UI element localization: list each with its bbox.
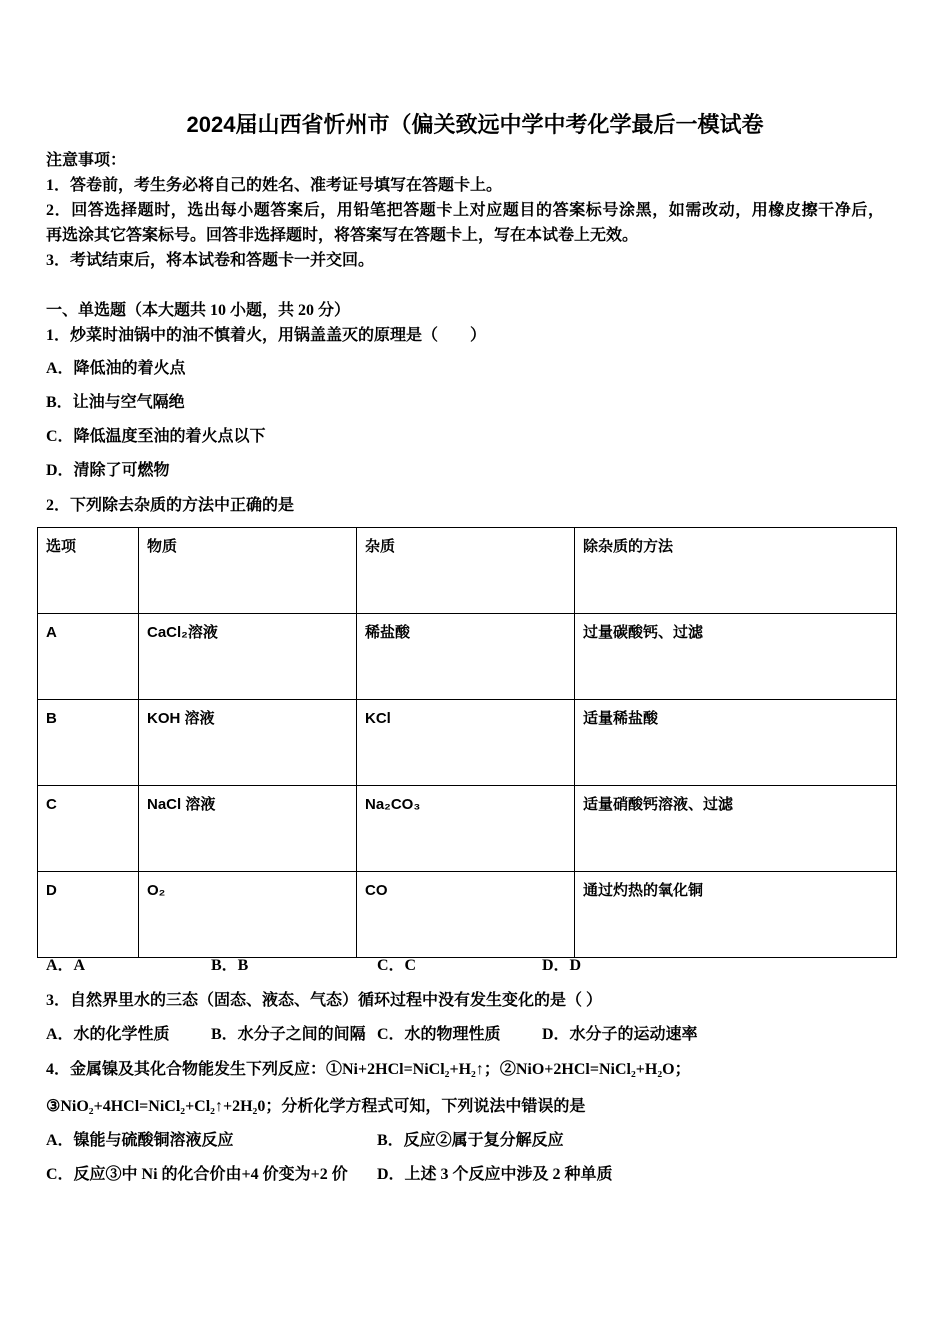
question-2-option-d: D．D (542, 957, 582, 974)
question-4-option-d: D．上述 3 个反应中涉及 2 种单质 (377, 1166, 613, 1183)
table-cell: KOH 溶液 (139, 700, 357, 786)
exam-title: 2024届山西省忻州市（偏关致远中学中考化学最后一模试卷 (186, 112, 764, 137)
table-row (38, 786, 897, 872)
table-row (38, 614, 897, 700)
question-4-stem-line: ③NiO₂+4HCl=NiCl₂+Cl₂↑+2H₂0；分析化学方程式可知，下列说法中错误的是 (46, 1098, 586, 1115)
question-2-stem: 2．下列除去杂质的方法中正确的是 (46, 497, 295, 514)
table-header-cell: 选项 (38, 528, 139, 614)
table-header-cell: 杂质 (357, 528, 575, 614)
notice-heading: 注意事项： (46, 152, 127, 169)
table-cell: KCl (357, 700, 575, 786)
table-cell: 过量碳酸钙、过滤 (575, 614, 897, 700)
table-cell: 稀盐酸 (357, 614, 575, 700)
question-3-option-d: D．水分子的运动速率 (542, 1026, 698, 1043)
table-cell: O₂ (139, 872, 357, 958)
question-3-option-b: B．水分子之间的间隔 (211, 1026, 366, 1043)
table-header-cell: 物质 (139, 528, 357, 614)
table-row (38, 700, 897, 786)
question-3-option-c: C．水的物理性质 (377, 1026, 501, 1043)
table-cell: C (38, 786, 139, 872)
question-4-stem-line: 4．金属镍及其化合物能发生下列反应：①Ni+2HCl=NiCl₂+H₂↑；②NiO+2HCl=NiCl₂+H₂O； (46, 1061, 691, 1078)
question-4-option-c: C．反应③中 Ni 的化合价由+4 价变为+2 价 (46, 1166, 348, 1183)
notice-line: 2．回答选择题时，选出每小题答案后，用铅笔把答题卡上对应题目的答案标号涂黑，如需改动，用橡皮擦干净后， (46, 202, 884, 219)
table-cell: 适量稀盐酸 (575, 700, 897, 786)
table-cell: NaCl 溶液 (139, 786, 357, 872)
table-header-cell: 除杂质的方法 (575, 528, 897, 614)
question-4-option-b: B．反应②属于复分解反应 (377, 1132, 564, 1149)
question-1-option-b: B．让油与空气隔绝 (46, 394, 185, 411)
impurity-removal-table (37, 527, 897, 958)
notice-line: 再选涂其它答案标号。回答非选择题时，将答案写在答题卡上，写在本试卷上无效。 (46, 227, 639, 244)
question-2-option-b: B．B (211, 957, 249, 974)
notice-line: 3．考试结束后，将本试卷和答题卡一并交回。 (46, 252, 375, 269)
question-1-option-c: C．降低温度至油的着火点以下 (46, 428, 266, 445)
table-cell: B (38, 700, 139, 786)
table-cell: A (38, 614, 139, 700)
question-3-stem: 3．自然界里水的三态（固态、液态、气态）循环过程中没有发生变化的是（ ） (46, 992, 603, 1009)
question-1-option-a: A．降低油的着火点 (46, 360, 186, 377)
question-3-option-a: A．水的化学性质 (46, 1026, 170, 1043)
table-cell: D (38, 872, 139, 958)
question-1-stem: 1．炒菜时油锅中的油不慎着火，用锅盖盖灭的原理是（ ） (46, 327, 487, 344)
table-cell: CaCl₂溶液 (139, 614, 357, 700)
table-row (38, 872, 897, 958)
table-cell: CO (357, 872, 575, 958)
question-2-option-a: A．A (46, 957, 86, 974)
table-cell: Na₂CO₃ (357, 786, 575, 872)
question-2-option-c: C．C (377, 957, 417, 974)
question-4-option-a: A．镍能与硫酸铜溶液反应 (46, 1132, 234, 1149)
table-cell: 通过灼热的氧化铜 (575, 872, 897, 958)
question-1-option-d: D．清除了可燃物 (46, 462, 170, 479)
notice-line: 1．答卷前，考生务必将自己的姓名、准考证号填写在答题卡上。 (46, 177, 503, 194)
section-heading: 一、单选题（本大题共 10 小题，共 20 分） (46, 302, 351, 319)
table-header-row (38, 528, 897, 614)
table-cell: 适量硝酸钙溶液、过滤 (575, 786, 897, 872)
